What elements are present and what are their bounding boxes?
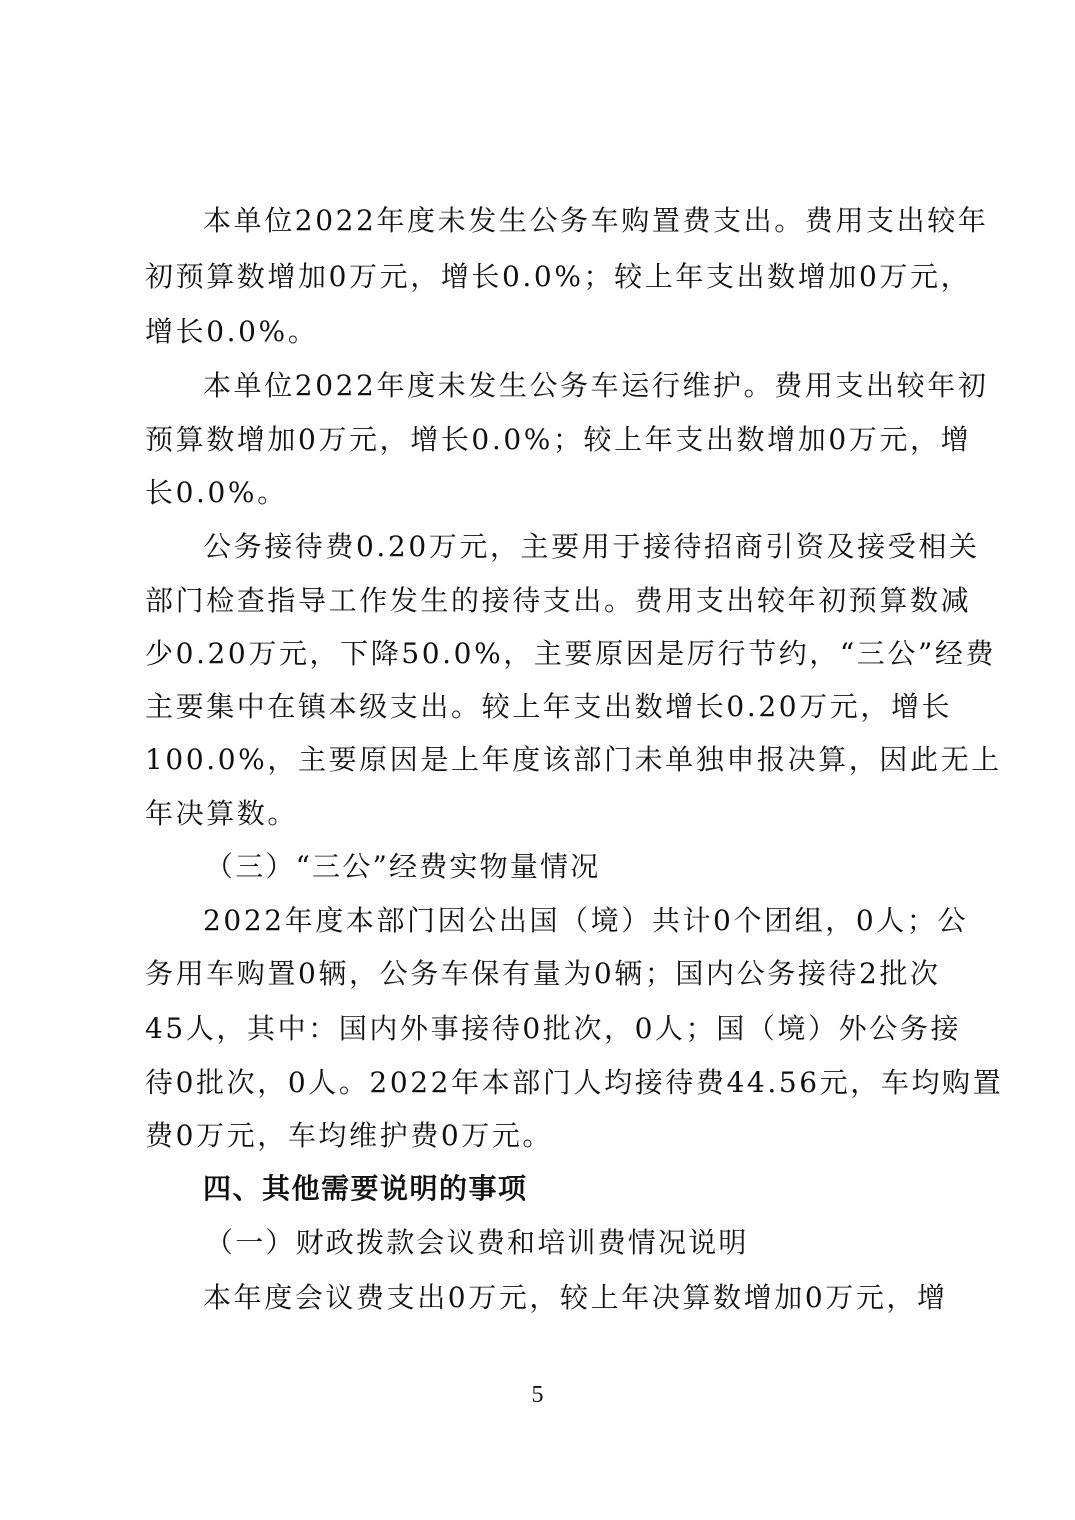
paragraph-physical-line-4: 待0批次，0人。2022年本部门人均接待费44.56元，车均购置 — [145, 1066, 1004, 1099]
paragraph-car-maintenance-line-1: 本单位2022年度未发生公务车运行维护。费用支出较年初 — [203, 369, 989, 402]
paragraph-reception-line-1: 公务接待费0.20万元，主要用于接待招商引资及接受相关 — [203, 530, 980, 563]
section-four-heading: 四、其他需要说明的事项 — [203, 1172, 528, 1205]
paragraph-reception-line-3: 少0.20万元，下降50.0%，主要原因是厉行节约，“三公”经费 — [145, 637, 997, 670]
paragraph-car-purchase-line-2: 初预算数增加0万元，增长0.0%；较上年支出数增加0万元， — [145, 260, 972, 293]
paragraph-car-purchase-line-1: 本单位2022年度未发生公务车购置费支出。费用支出较年 — [203, 204, 989, 237]
paragraph-reception-line-6: 年决算数。 — [145, 797, 299, 830]
paragraph-car-maintenance-line-2: 预算数增加0万元，增长0.0%；较上年支出数增加0万元，增 — [145, 423, 972, 456]
meeting-training-heading: （一）财政拨款会议费和培训费情况说明 — [205, 1226, 749, 1259]
paragraph-physical-line-1: 2022年度本部门因公出国（境）共计0个团组，0人；公 — [203, 904, 969, 937]
paragraph-car-purchase-line-3: 增长0.0%。 — [145, 315, 319, 348]
paragraph-meeting-line-1: 本年度会议费支出0万元，较上年决算数增加0万元，增 — [203, 1281, 948, 1314]
paragraph-physical-line-3: 45人，其中：国内外事接待0批次，0人；国（境）外公务接 — [145, 1012, 962, 1045]
paragraph-physical-line-5: 费0万元，车均维护费0万元。 — [145, 1119, 554, 1152]
paragraph-reception-line-5: 100.0%，主要原因是上年度该部门未单独申报决算，因此无上 — [145, 743, 1002, 776]
paragraph-physical-line-2: 务用车购置0辆，公务车保有量为0辆；国内公务接待2批次 — [145, 957, 941, 990]
paragraph-reception-line-2: 部门检查指导工作发生的接待支出。费用支出较年初预算数减 — [145, 584, 972, 617]
physical-quantity-heading: （三）“三公”经费实物量情况 — [205, 850, 601, 883]
paragraph-reception-line-4: 主要集中在镇本级支出。较上年支出数增长0.20万元，增长 — [145, 690, 953, 723]
paragraph-car-maintenance-line-3: 长0.0%。 — [145, 476, 288, 509]
page-number: 5 — [531, 1382, 544, 1408]
